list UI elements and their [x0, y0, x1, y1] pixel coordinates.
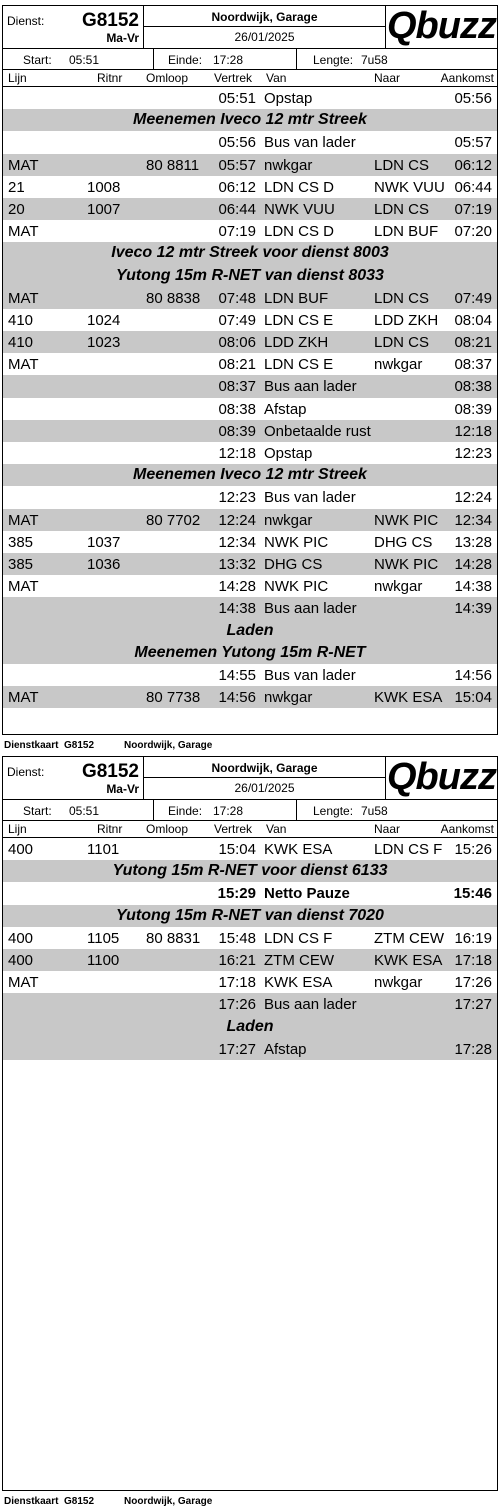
qbuzz-logo: Qbuzz	[387, 756, 496, 798]
col-aankomst: Aankomst	[440, 822, 494, 836]
cell-van: NWK VUU	[264, 200, 335, 218]
divider	[296, 800, 297, 820]
section-header	[3, 265, 497, 287]
cell-vertrek: 17:27	[218, 1040, 256, 1058]
section-header	[3, 464, 497, 486]
cell-vertrek: 14:38	[218, 600, 256, 618]
col-naar: Naar	[374, 71, 401, 85]
section-header	[3, 642, 497, 664]
cell-aankomst: 14:56	[454, 666, 492, 684]
cell-vertrek: 17:26	[218, 996, 256, 1014]
lengte-label: Lengte:	[313, 804, 354, 818]
section-header	[3, 1016, 497, 1038]
section-header	[3, 860, 497, 882]
cell-ritnr: 1024	[87, 311, 121, 329]
cell-vertrek: 14:28	[218, 578, 256, 596]
schedule-row	[3, 353, 497, 375]
cell-lijn: 385	[8, 555, 34, 573]
cell-van: LDN CS D	[264, 178, 335, 196]
cell-ritnr: 1007	[87, 200, 121, 218]
cell-lijn: 400	[8, 951, 34, 969]
section-title: Laden	[226, 1017, 274, 1035]
cell-ritnr: 1023	[87, 334, 121, 352]
footer-id: G8152	[64, 740, 95, 751]
cell-van: nwkgar	[264, 689, 313, 707]
cell-van: Afstap	[264, 1040, 307, 1058]
schedule-row	[3, 993, 497, 1015]
column-header	[3, 70, 497, 87]
dienst-label: Dienst:	[7, 765, 45, 779]
cell-vertrek: 12:18	[218, 445, 256, 462]
cell-ritnr: 1105	[87, 929, 120, 947]
cell-aankomst: 12:23	[454, 445, 492, 462]
cell-vertrek: 08:38	[218, 400, 256, 418]
divider	[296, 49, 297, 69]
cell-lijn: 385	[8, 533, 34, 551]
section-title: Meenemen Iveco 12 mtr Streek	[133, 111, 367, 129]
schedule-row	[3, 375, 497, 397]
schedule-row	[3, 442, 497, 464]
cell-van: Bus van lader	[264, 489, 356, 507]
cell-vertrek: 17:18	[218, 974, 256, 992]
schedule-row	[3, 686, 497, 708]
cell-van: NWK PIC	[264, 533, 329, 551]
footer-location: Noordwijk, Garage	[124, 740, 213, 751]
cell-van: LDD ZKH	[264, 334, 329, 352]
cell-vertrek: 06:44	[218, 200, 256, 218]
cell-naar: LDN CS	[374, 200, 430, 218]
section-title: Yutong 15m R-NET van dienst 7020	[116, 906, 384, 924]
cell-van: Bus aan lader	[264, 378, 357, 396]
cell-van: ZTM CEW	[264, 951, 334, 969]
cell-ritnr: 1101	[87, 841, 120, 858]
schedule-row	[3, 131, 497, 153]
cell-vertrek: 16:21	[218, 951, 256, 969]
schedule-row	[3, 509, 497, 531]
cell-vertrek: 07:49	[218, 311, 256, 329]
einde-label: Einde:	[168, 804, 203, 818]
cell-lijn: MAT	[8, 689, 39, 707]
section-header	[3, 905, 497, 927]
divider	[153, 49, 154, 69]
cell-aankomst: 12:34	[454, 511, 492, 529]
cell-lijn: 400	[8, 841, 34, 858]
schedule-row	[3, 664, 497, 686]
schedule-row	[3, 575, 497, 597]
column-header	[3, 821, 497, 838]
divider	[144, 777, 385, 778]
start-label: Start:	[23, 53, 52, 67]
cell-vertrek: 08:21	[218, 356, 256, 374]
cell-aankomst: 12:18	[454, 422, 492, 440]
section-title: Iveco 12 mtr Streek voor dienst 8003	[111, 244, 389, 262]
col-ritnr: Ritnr	[97, 71, 123, 85]
cell-aankomst: 08:04	[454, 311, 492, 329]
schedule-row	[3, 597, 497, 619]
cell-aankomst: 15:26	[454, 841, 492, 858]
section-header	[3, 620, 497, 642]
cell-naar: DHG CS	[374, 533, 433, 551]
schedule-row	[3, 309, 497, 331]
cell-van: Opstap	[264, 445, 313, 462]
cell-omloop: 80 7738	[146, 689, 201, 707]
cell-van: DHG CS	[264, 555, 323, 573]
cell-aankomst: 12:24	[454, 489, 492, 507]
cell-vertrek: 05:51	[218, 90, 256, 107]
cell-aankomst: 06:44	[454, 178, 492, 196]
cell-naar: LDN CS	[374, 289, 430, 307]
summary-line	[3, 49, 497, 70]
col-vertrek: Vertrek	[214, 822, 253, 836]
col-ritnr: Ritnr	[97, 822, 123, 836]
cell-naar: LDN CS	[374, 156, 430, 174]
cell-van: Onbetaalde rust	[264, 422, 371, 440]
cell-lijn: MAT	[8, 511, 39, 529]
cell-van: Bus aan lader	[264, 996, 357, 1014]
cell-naar: KWK ESA	[374, 689, 443, 707]
col-omloop: Omloop	[146, 71, 189, 85]
cell-aankomst: 14:38	[454, 578, 492, 596]
start-value: 05:51	[69, 53, 100, 67]
section-title: Meenemen Iveco 12 mtr Streek	[133, 466, 367, 484]
schedule-row	[3, 927, 497, 949]
start-value: 05:51	[69, 804, 100, 818]
col-lijn: Lijn	[8, 71, 27, 85]
cell-vertrek: 05:57	[218, 156, 256, 174]
col-vertrek: Vertrek	[214, 71, 253, 85]
cell-ritnr: 1100	[87, 951, 120, 969]
lengte-value: 7u58	[361, 53, 388, 67]
cell-vertrek: 15:04	[218, 841, 256, 858]
cell-lijn: MAT	[8, 289, 39, 307]
dienst-label: Dienst:	[7, 14, 45, 28]
cell-aankomst: 17:26	[454, 974, 492, 992]
cell-van: Opstap	[264, 90, 313, 107]
col-aankomst: Aankomst	[440, 71, 494, 85]
cell-naar: NWK PIC	[374, 555, 439, 573]
cell-omloop: 80 8838	[146, 289, 201, 307]
cell-lijn: MAT	[8, 223, 39, 241]
cell-aankomst: 17:27	[454, 996, 492, 1014]
cell-vertrek: 14:56	[218, 689, 256, 707]
cell-lijn: 410	[8, 311, 34, 329]
cell-aankomst: 07:19	[454, 200, 492, 218]
cell-van: Bus aan lader	[264, 600, 357, 618]
cell-naar: LDN BUF	[374, 223, 439, 241]
section-header	[3, 242, 497, 264]
cell-ritnr: 1036	[87, 555, 121, 573]
col-van: Van	[266, 71, 287, 85]
divider	[153, 800, 154, 820]
location: Noordwijk, Garage	[211, 10, 318, 24]
cell-vertrek: 08:37	[218, 378, 256, 396]
dienst-id: G8152	[81, 10, 139, 31]
divider	[144, 26, 385, 27]
schedule-row	[3, 87, 497, 109]
cell-lijn: MAT	[8, 356, 39, 374]
cell-vertrek: 07:48	[218, 289, 256, 307]
location: Noordwijk, Garage	[211, 761, 318, 775]
cell-van: nwkgar	[264, 511, 313, 529]
cell-van: LDN CS F	[264, 929, 333, 947]
cell-naar: LDD ZKH	[374, 311, 439, 329]
cell-ritnr: 1008	[87, 178, 121, 196]
cell-lijn: MAT	[8, 578, 39, 596]
cell-aankomst: 13:28	[454, 533, 492, 551]
schedule-row	[3, 531, 497, 553]
cell-aankomst: 16:19	[454, 929, 492, 947]
schedule-row	[3, 220, 497, 242]
cell-naar: LDN CS	[374, 334, 430, 352]
col-lijn: Lijn	[8, 822, 27, 836]
schedule-row	[3, 1038, 497, 1060]
cell-vertrek: 12:23	[218, 489, 256, 507]
cell-vertrek: 13:32	[218, 555, 256, 573]
schedule-row	[3, 971, 497, 993]
cell-naar: nwkgar	[374, 974, 423, 992]
section-header	[3, 109, 497, 131]
footer-label: Dienstkaart	[4, 1496, 59, 1507]
cell-vertrek: 15:29	[217, 885, 256, 903]
dienst-days: Ma-Vr	[106, 31, 139, 45]
schedule-row	[3, 154, 497, 176]
card-header	[3, 757, 497, 800]
schedule-row	[3, 331, 497, 353]
cell-van: Bus van lader	[264, 666, 356, 684]
duty-card-2	[2, 756, 498, 1491]
cell-naar: NWK VUU	[374, 178, 445, 196]
cell-omloop: 80 8831	[146, 929, 201, 947]
cell-aankomst: 07:20	[454, 223, 492, 241]
col-van: Van	[266, 822, 287, 836]
cell-vertrek: 08:39	[218, 422, 256, 440]
cell-lijn: MAT	[8, 156, 39, 174]
cell-aankomst: 07:49	[454, 289, 492, 307]
cell-van: LDN BUF	[264, 289, 329, 307]
cell-aankomst: 08:37	[454, 356, 492, 374]
schedule-row	[3, 198, 497, 220]
einde-value: 17:28	[213, 804, 244, 818]
cell-naar: ZTM CEW	[374, 929, 444, 947]
einde-label: Einde:	[168, 53, 203, 67]
footer-id: G8152	[64, 1496, 95, 1507]
cell-vertrek: 14:55	[218, 666, 256, 684]
footer-label: Dienstkaart	[4, 740, 59, 751]
schedule-row	[3, 553, 497, 575]
cell-aankomst: 05:56	[454, 90, 492, 107]
schedule-rows	[3, 87, 497, 708]
cell-aankomst: 15:46	[453, 885, 492, 903]
cell-van: Netto Pauze	[264, 885, 350, 903]
section-title: Meenemen Yutong 15m R-NET	[134, 643, 366, 661]
schedule-row	[3, 949, 497, 971]
cell-lijn: 20	[8, 200, 25, 218]
cell-aankomst: 17:18	[454, 951, 492, 969]
date: 26/01/2025	[234, 781, 295, 795]
schedule-row	[3, 287, 497, 309]
cell-aankomst: 08:38	[454, 378, 492, 396]
cell-omloop: 80 8811	[146, 156, 200, 174]
section-title: Yutong 15m R-NET voor dienst 6133	[112, 862, 388, 880]
lengte-label: Lengte:	[313, 53, 354, 67]
cell-van: LDN CS E	[264, 311, 334, 329]
cell-naar: LDN CS F	[374, 841, 443, 858]
cell-vertrek: 05:56	[218, 134, 256, 152]
schedule-row	[3, 486, 497, 508]
cell-aankomst: 17:28	[454, 1040, 492, 1058]
cell-lijn: 410	[8, 334, 34, 352]
start-label: Start:	[23, 804, 52, 818]
dienst-days: Ma-Vr	[106, 782, 139, 796]
cell-van: LDN CS D	[264, 223, 335, 241]
cell-lijn: 21	[8, 178, 25, 196]
cell-van: Afstap	[264, 400, 307, 418]
lengte-value: 7u58	[361, 804, 388, 818]
col-omloop: Omloop	[146, 822, 189, 836]
section-title: Laden	[226, 621, 274, 639]
cell-aankomst: 08:39	[454, 400, 492, 418]
cell-lijn: 400	[8, 929, 34, 947]
cell-van: NWK PIC	[264, 578, 329, 596]
section-title: Yutong 15m R-NET van dienst 8033	[116, 266, 384, 284]
card-header	[3, 6, 497, 49]
schedule-row	[3, 176, 497, 198]
schedule-row	[3, 882, 497, 904]
cell-aankomst: 14:39	[454, 600, 492, 618]
cell-naar: nwkgar	[374, 578, 423, 596]
cell-ritnr: 1037	[87, 533, 121, 551]
cell-vertrek: 07:19	[218, 223, 256, 241]
date: 26/01/2025	[234, 30, 295, 44]
cell-van: KWK ESA	[264, 974, 333, 992]
cell-naar: nwkgar	[374, 356, 423, 374]
cell-aankomst: 15:04	[454, 689, 492, 707]
cell-aankomst: 14:28	[454, 555, 492, 573]
cell-vertrek: 06:12	[218, 178, 256, 196]
col-naar: Naar	[374, 822, 401, 836]
cell-naar: KWK ESA	[374, 951, 443, 969]
cell-vertrek: 12:24	[218, 511, 256, 529]
cell-vertrek: 08:06	[218, 334, 256, 352]
cell-aankomst: 08:21	[454, 334, 492, 352]
cell-naar: NWK PIC	[374, 511, 439, 529]
schedule-rows	[3, 838, 497, 1060]
cell-vertrek: 12:34	[218, 533, 256, 551]
schedule-row	[3, 398, 497, 420]
cell-aankomst: 05:57	[454, 134, 492, 152]
cell-omloop: 80 7702	[146, 511, 201, 529]
summary-line	[3, 800, 497, 821]
cell-van: LDN CS E	[264, 356, 334, 374]
cell-van: KWK ESA	[264, 841, 333, 858]
footer-1	[4, 740, 212, 751]
einde-value: 17:28	[213, 53, 244, 67]
duty-card-1	[2, 5, 498, 735]
qbuzz-logo: Qbuzz	[387, 5, 496, 47]
footer-2	[4, 1496, 212, 1507]
cell-aankomst: 06:12	[454, 156, 492, 174]
dienst-id: G8152	[81, 761, 139, 782]
cell-van: nwkgar	[264, 156, 313, 174]
schedule-row	[3, 420, 497, 442]
schedule-row	[3, 838, 497, 860]
footer-location: Noordwijk, Garage	[124, 1496, 213, 1507]
cell-van: Bus van lader	[264, 134, 356, 152]
cell-vertrek: 15:48	[218, 929, 256, 947]
cell-lijn: MAT	[8, 974, 39, 992]
